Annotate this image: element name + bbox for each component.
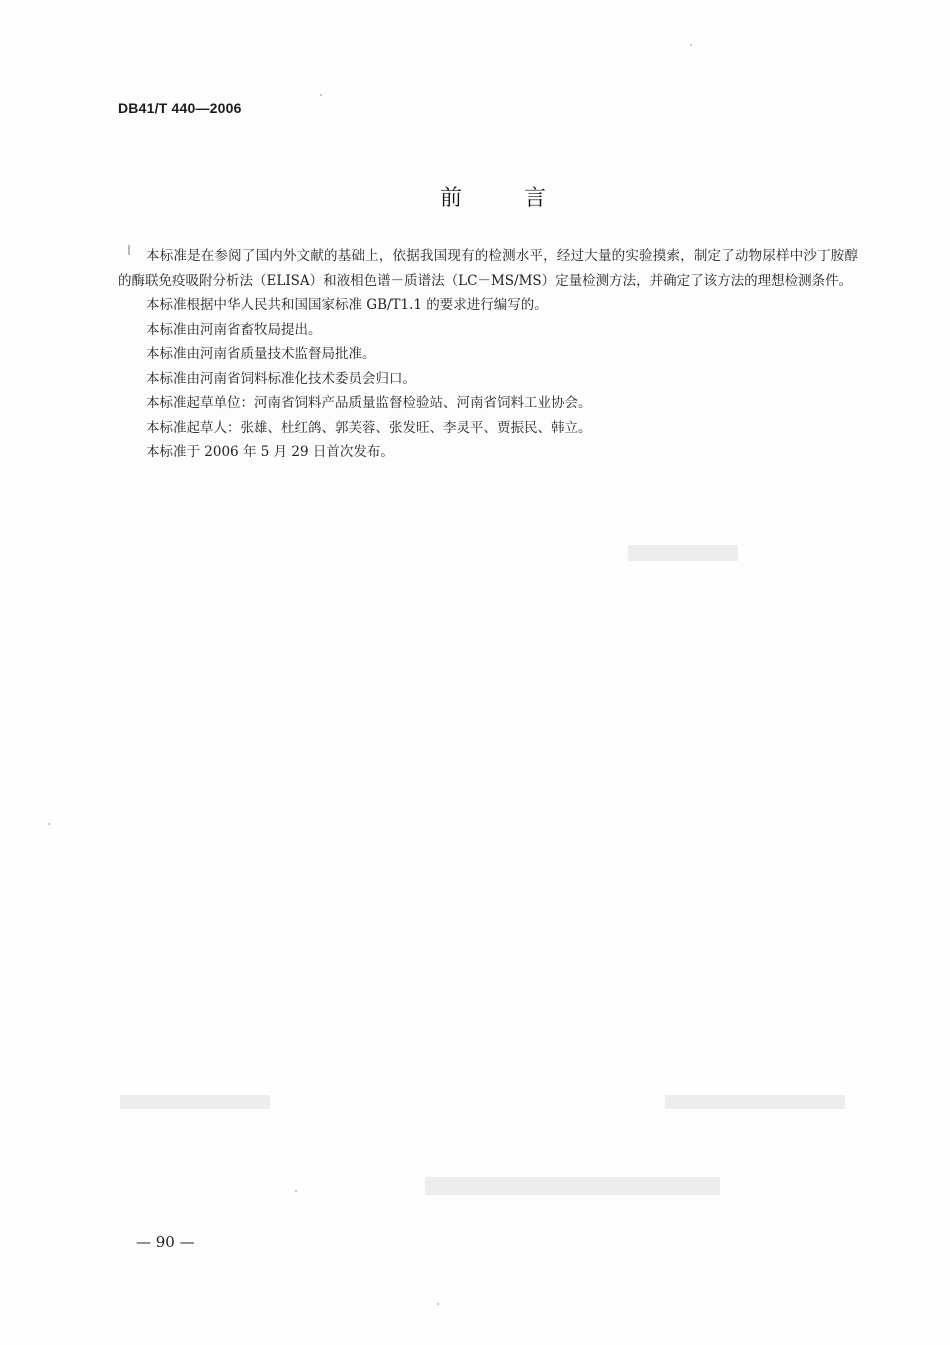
scan-speck bbox=[320, 94, 322, 96]
paragraph: 本标准起草人：张雄、杜红鸽、郭芙蓉、张发旺、李灵平、贾振民、韩立。 bbox=[146, 419, 592, 436]
scan-speck bbox=[690, 44, 692, 46]
scan-speck bbox=[437, 1303, 439, 1305]
paragraph: 本标准由河南省饲料标准化技术委员会归口。 bbox=[146, 370, 416, 387]
scan-smudge bbox=[628, 545, 738, 561]
paragraph: 本标准由河南省质量技术监督局批准。 bbox=[146, 346, 376, 362]
page-number: — 90 — bbox=[136, 1233, 195, 1251]
scan-speck bbox=[295, 1190, 297, 1192]
scan-smudge bbox=[425, 1177, 720, 1195]
standard-code: DB41/T 440—2006 bbox=[118, 100, 242, 116]
scan-speck bbox=[128, 245, 130, 255]
scan-smudge bbox=[120, 1095, 270, 1109]
paragraph: 本标准根据中华人民共和国国家标准 GB/T1.1 的要求进行编写的。 bbox=[146, 297, 548, 313]
page-title: 前言 bbox=[440, 186, 609, 211]
paragraph: 本标准由河南省畜牧局提出。 bbox=[146, 321, 322, 338]
paragraph: 本标准是在参阅了国内外文献的基础上，依据我国现有的检测水平，经过大量的实验摸索，制定了动物尿样中沙丁胺醇的酶联免疫吸附分析法（ELISA）和液相色谱－质谱法（LC－MS/MS）定量检测方法，并确定了该方法的理想检测条件。 bbox=[118, 248, 858, 289]
paragraph: 本标准于 2006 年 5 月 29 日首次发布。 bbox=[146, 444, 394, 460]
scan-speck bbox=[48, 823, 50, 825]
paragraph: 本标准起草单位：河南省饲料产品质量监督检验站、河南省饲料工业协会。 bbox=[146, 395, 592, 411]
scan-smudge bbox=[665, 1095, 845, 1109]
foreword-body bbox=[118, 244, 858, 465]
